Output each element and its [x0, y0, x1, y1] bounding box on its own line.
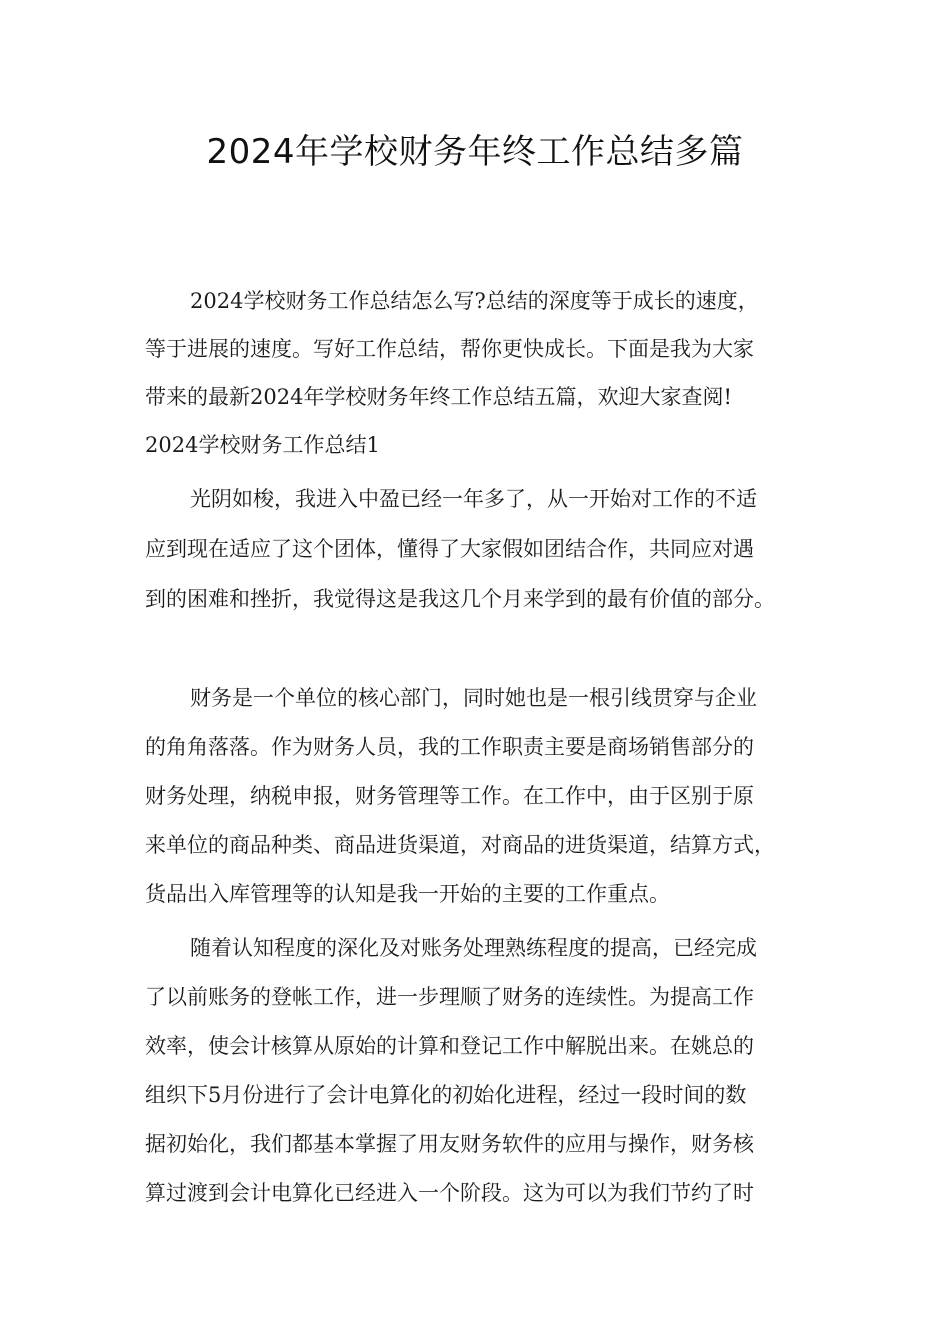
- section-heading: 2024学校财务工作总结1: [145, 433, 380, 457]
- paragraph-line: 的角角落落。作为财务人员，我的工作职责主要是商场销售部分的: [145, 735, 754, 759]
- paragraph-line: 组织下5月份进行了会计电算化的初始化进程，经过一段时间的数: [145, 1083, 747, 1107]
- paragraph-line: 货品出入库管理等的认知是我一开始的主要的工作重点。: [145, 882, 670, 906]
- paragraph-line: 效率，使会计核算从原始的计算和登记工作中解脱出来。在姚总的: [145, 1034, 754, 1058]
- paragraph-line: 应到现在适应了这个团体，懂得了大家假如团结合作，共同应对遇: [145, 537, 754, 561]
- paragraph-line: 了以前账务的登帐工作，进一步理顺了财务的连续性。为提高工作: [145, 985, 754, 1009]
- paragraph-line: 光阴如梭，我进入中盈已经一年多了，从一开始对工作的不适: [190, 487, 757, 511]
- paragraph-line: 算过渡到会计电算化已经进入一个阶段。这为可以为我们节约了时: [145, 1181, 754, 1205]
- paragraph-line: 财务处理，纳税申报，财务管理等工作。在工作中，由于区别于原: [145, 784, 754, 808]
- document-title: 2024年学校财务年终工作总结多篇: [206, 132, 744, 172]
- paragraph-line: 等于进展的速度。写好工作总结，帮你更快成长。下面是我为大家: [145, 337, 754, 361]
- paragraph-line: 来单位的商品种类、商品进货渠道，对商品的进货渠道，结算方式，: [145, 833, 775, 857]
- paragraph-line: 带来的最新2024年学校财务年终工作总结五篇，欢迎大家查阅!: [145, 385, 732, 409]
- paragraph-line: 随着认知程度的深化及对账务处理熟练程度的提高，已经完成: [190, 936, 757, 960]
- paragraph-line: 到的困难和挫折，我觉得这是我这几个月来学到的最有价值的部分。: [145, 587, 775, 611]
- paragraph-line: 财务是一个单位的核心部门，同时她也是一根引线贯穿与企业: [190, 686, 757, 710]
- paragraph-line: 2024学校财务工作总结怎么写?总结的深度等于成长的速度，: [190, 289, 759, 313]
- paragraph-line: 据初始化，我们都基本掌握了用友财务软件的应用与操作，财务核: [145, 1132, 754, 1156]
